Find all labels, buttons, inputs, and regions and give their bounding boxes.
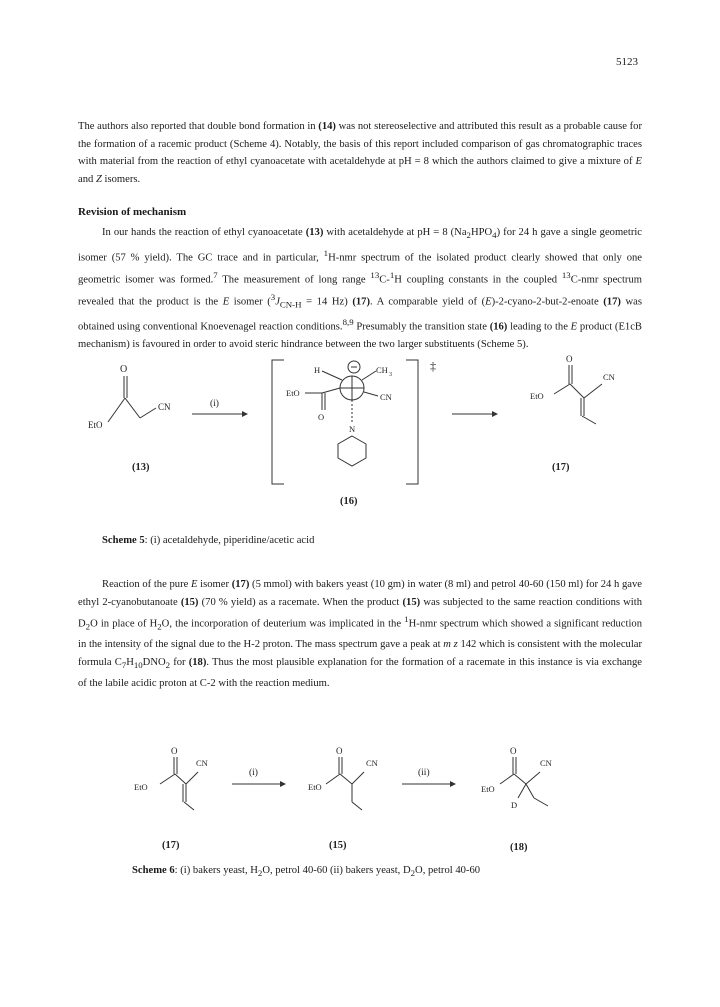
svg-text:(ii): (ii) <box>418 768 430 778</box>
reaction-arrow-2 <box>452 411 498 417</box>
scheme-5-caption: Scheme 5: (i) acetaldehyde, piperidine/acetic acid <box>102 535 315 546</box>
label-17: (17) <box>552 462 570 473</box>
svg-text:D: D <box>511 800 518 810</box>
svg-text:O: O <box>566 354 573 364</box>
label-15: (15) <box>329 840 347 851</box>
reaction-arrow-i <box>232 767 286 787</box>
svg-text:CN: CN <box>540 758 552 768</box>
svg-text:CN: CN <box>196 758 208 768</box>
svg-text:O: O <box>120 364 128 375</box>
svg-text:EtO: EtO <box>134 782 148 792</box>
svg-text:EtO: EtO <box>481 784 495 794</box>
transition-state-16-structure <box>272 359 436 484</box>
compound-17-structure <box>134 746 208 810</box>
svg-text:O: O <box>171 746 178 756</box>
compound-17-structure <box>530 354 615 424</box>
paragraph-2: In our hands the reaction of ethyl cyanoacetate (13) with acetaldehyde at pH = 8 $(Na_2HPO_4)$ for 24 h gave a single geometric isomer (57 % yield). The GC trace and in particular, $^1$H-nmr spectrum of the isolated product clearly showed that only one geometric isomer was formed.$^7$ The measurement of long range $^{13}$C-$^1$H coupling constants in the coupled $^{13}$C-nmr spectrum revealed that the product is the E isomer ($^3J_{CN-H} = 14$ Hz) (17). A comparable yield of (E)-2-cyano-2-but-2-enoate (17) was obtained using conventional Knoevenagel reaction conditions.$^{8,9}$ Presumably the transition state (16) leading to the E product (E1cB mechanism) is favoured in order to avoid steric hindrance between the two larger substituents (Scheme 5). <box>78 227 643 351</box>
svg-text:EtO: EtO <box>308 782 322 792</box>
svg-text:CN: CN <box>380 392 392 402</box>
section-heading: Revision of mechanism <box>78 206 187 218</box>
svg-text:O: O <box>336 746 343 756</box>
page-number: 5123 <box>616 56 638 68</box>
svg-text:(i): (i) <box>249 768 258 778</box>
compound-18-structure <box>481 746 552 810</box>
svg-text:O: O <box>318 412 325 422</box>
svg-text:H: H <box>314 365 321 375</box>
svg-text:‡: ‡ <box>430 359 436 373</box>
svg-text:EtO: EtO <box>530 391 544 401</box>
paragraph-3: Reaction of the pure E isomer (17) (5 mmol) with bakers yeast (10 gm) in water (8 ml) and petrol 40-60 (150 ml) for 24 h gave ethyl 2-cyanobutanoate (15) (70 % yield) as a racemate. When the product (15) was subjected to the same reaction conditions with $D_2O$ in place of $H_2O$, the incorporation of deuterium was implicated in the $^1$H-nmr spectrum which showed a significant reduction in the intensity of the signal due to the H-2 proton. The mass spectrum gave a peak at m z 142 which is consistent with the molecular formula $C_7H_{10}DNO_2$ for (18). Thus the most plausible explanation for the formation of a racemate in this instance is via exchange of the labile acidic proton at C-2 with the reaction medium. <box>78 579 643 689</box>
scheme-6-caption: Scheme 6: (i) bakers yeast, $H_2O$, petrol 40-60 (ii) bakers yeast, $D_2O$, petrol 40-60 <box>132 865 481 879</box>
label-13: (13) <box>132 462 150 473</box>
label-16: (16) <box>340 496 358 507</box>
scheme-5 <box>0 352 720 582</box>
svg-text:O: O <box>510 746 517 756</box>
reaction-arrow-ii <box>402 767 456 787</box>
svg-text:N: N <box>349 424 356 434</box>
compound-13-structure <box>88 364 171 430</box>
compound-15-structure <box>308 746 378 810</box>
svg-text:CN: CN <box>603 372 615 382</box>
label-18: (18) <box>510 842 528 853</box>
reaction-arrow-i <box>192 398 248 417</box>
svg-text:EtO: EtO <box>286 388 300 398</box>
svg-text:(i): (i) <box>210 399 219 409</box>
paragraph-1: The authors also reported that double bond formation in (14) was not stereoselective and attributed this result as a probable cause for the formation of a racemic product (Scheme 4). Notably, the basis of this report included comparison of gas chromatographic traces with material from the reaction of ethyl cyanoacetate with acetaldehyde at pH = 8 which the authors claimed to give a mixture of E and Z isomers. <box>78 121 642 185</box>
svg-text:CN: CN <box>158 402 171 412</box>
svg-text:CN: CN <box>366 758 378 768</box>
svg-text:EtO: EtO <box>88 420 103 430</box>
label-17: (17) <box>162 840 180 851</box>
svg-text:3: 3 <box>389 372 392 378</box>
scheme-6 <box>0 740 720 860</box>
svg-text:CH: CH <box>376 365 388 375</box>
